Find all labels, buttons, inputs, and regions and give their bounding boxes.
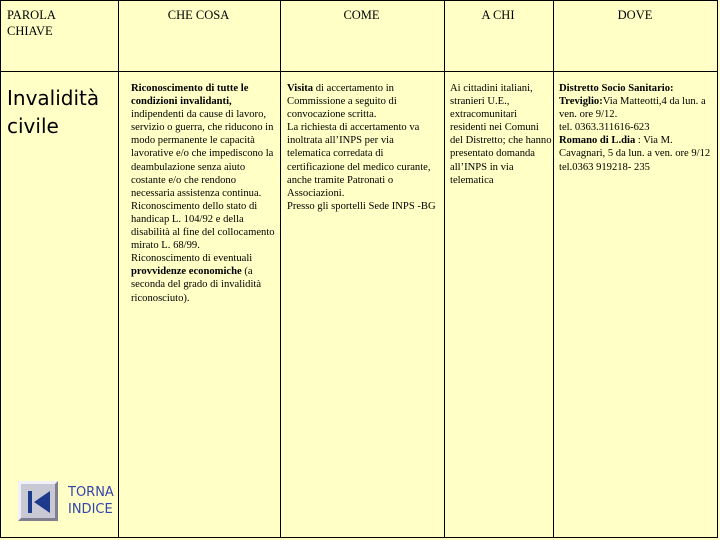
header-che-cosa: CHE COSA <box>167 8 230 22</box>
dove-tel-romano: tel.0363 919218- 235 <box>559 161 650 173</box>
header-dove: DOVE <box>617 8 653 22</box>
column-divider <box>444 1 445 537</box>
keyword-invalidita-civile <box>7 84 115 140</box>
che-cosa-bold-provvidenze: provvidenze economiche <box>131 266 242 278</box>
keyword-line2: civile <box>7 114 59 138</box>
dove-cell <box>559 82 714 174</box>
header-parola-chiave <box>7 7 115 39</box>
come-visita-text: di accertamento in Commissione a seguito di convocazione scritta. <box>287 83 397 121</box>
come-bold-visita: Visita <box>287 83 314 94</box>
column-divider <box>553 1 554 537</box>
torna-indice-link[interactable] <box>18 481 114 521</box>
header-come: COME <box>343 8 380 22</box>
skip-back-icon <box>25 488 53 516</box>
che-cosa-handicap-text: Riconoscimento dello stato di handicap L. 104/92 e della disabilità al fine del collocamento mirato L. 68/99. <box>131 200 275 252</box>
column-divider <box>118 1 119 537</box>
che-cosa-bold-intro: Riconoscimento di tutte le condizioni invalidanti, <box>131 83 249 108</box>
che-cosa-provvidenze-end: (a seconda del grado di invalidità riconosciuto). <box>131 266 262 304</box>
back-to-index-button[interactable] <box>18 481 58 521</box>
row-divider <box>1 71 717 72</box>
dove-romano-text: : Via M. Cavagnari, 5 da lun. a ven. ore 9/12 <box>559 135 711 160</box>
dove-treviglio-text: Via Matteotti,4 da lun. a ven. ore 9/12. <box>559 96 706 121</box>
dove-bold-treviglio: Treviglio: <box>559 96 603 108</box>
a-chi-cell: Ai cittadini italiani, stranieri U.E., extracomunitari residenti nei Comuni del Distretto; che hanno presentato domanda all’INPS in via telematica <box>450 83 552 186</box>
indice-label: INDICE <box>68 502 113 517</box>
torna-label: TORNA <box>68 485 114 500</box>
come-cell <box>287 82 439 213</box>
come-richiesta-text: La richiesta di accertamento va inoltrata all’INPS per via telematica corredata di certificazione del medico curante, anche tramite Patronati o Associazioni. <box>287 122 431 199</box>
che-cosa-provvidenze-text: Riconoscimento di eventuali <box>131 253 253 265</box>
column-divider <box>280 1 281 537</box>
come-sportelli-text: Presso gli sportelli Sede INPS -BG <box>287 200 436 212</box>
header-parola-line2: CHIAVE <box>7 24 53 38</box>
header-parola-line1: PAROLA <box>7 8 56 22</box>
dove-bold-romano: Romano di L.dia <box>559 135 636 147</box>
dove-bold-distretto: Distretto Socio Sanitario: <box>559 83 674 94</box>
che-cosa-cell <box>131 82 278 305</box>
torna-indice-label[interactable] <box>68 484 114 518</box>
keyword-line1: Invalidità <box>7 86 100 110</box>
che-cosa-text: indipendenti da cause di lavoro, servizio o guerra, che riducono in modo permanente le capacità lavorative e/o che impediscono la deambulazione senza aiuto costante e/o che rendono necessaria assistenza continua. <box>131 109 274 199</box>
dove-tel-treviglio: tel. 0363.311616-623 <box>559 122 650 134</box>
header-a-chi: A CHI <box>481 8 515 22</box>
